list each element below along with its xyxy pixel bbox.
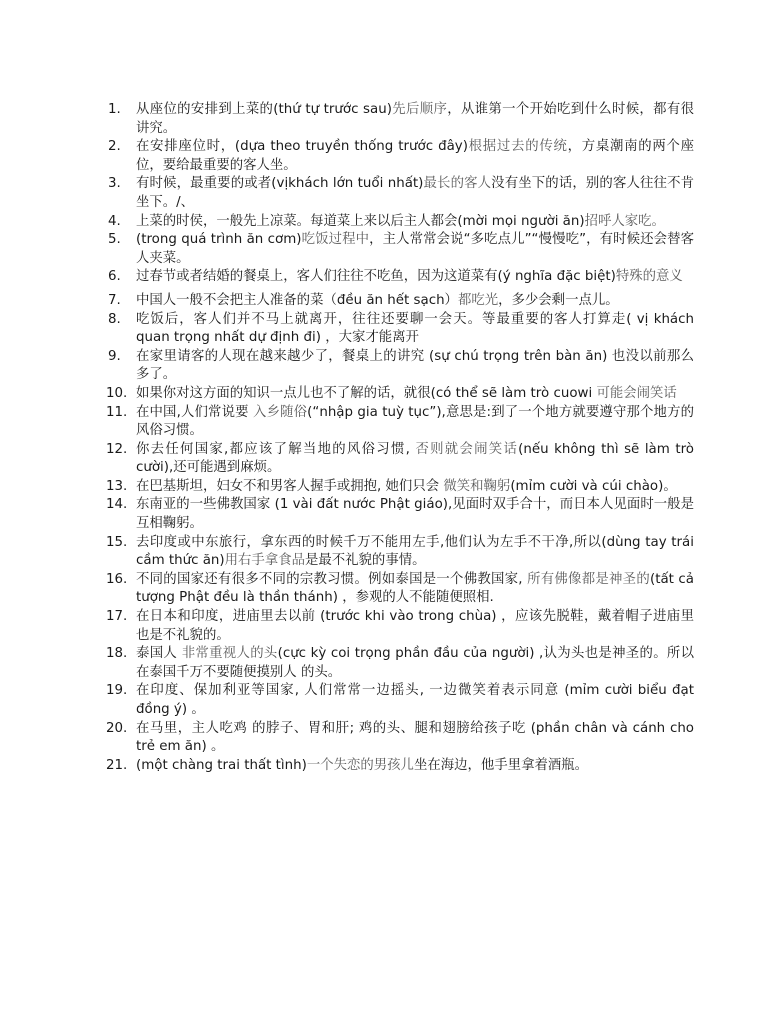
list-item (108, 348, 694, 385)
highlighted-phrase: 用右手拿食品 (224, 553, 305, 569)
item-text (136, 608, 694, 645)
item-number: 15. (106, 534, 128, 550)
text-segment: 你去任何国家,都应该了解当地的风俗习惯, (136, 441, 416, 457)
text-segment: ，方桌潮南的两个座位，要给最重要的客人坐。 (136, 139, 695, 173)
text-segment: (tất cả tượng Phật đều là thần thánh) ，参观的人不能随便照相. (136, 571, 695, 606)
item-text (136, 645, 694, 682)
highlighted-phrase: 入乡随俗 (253, 404, 308, 420)
list-item (108, 268, 694, 287)
item-number: 19. (106, 683, 128, 699)
item-number: 16. (106, 571, 128, 587)
text-segment: ，主人常常会说“多吃点儿”“慢慢吃”，有时候还会替客人夹菜。 (136, 232, 695, 266)
item-number: 2. (108, 139, 121, 155)
list-item (108, 441, 694, 478)
highlighted-phrase: 都吃光 (457, 292, 499, 308)
highlighted-phrase: 否则就会闹笑话 (415, 441, 519, 457)
item-text (136, 404, 694, 441)
text-segment: (mỉm cười và cúi chào)。 (510, 478, 677, 494)
item-number: 11. (106, 404, 128, 420)
text-segment: 有时候，最重要的或者(vịkhách lớn tuổi nhất) (136, 176, 424, 192)
text-segment: (cực kỳ coi trọng phần đầu của người) ,认为头也是神圣的。所以在泰国千万不要随便摸别人 的头。 (136, 646, 695, 680)
item-text (136, 478, 694, 497)
text-segment: 上菜的时侯，一般先上凉菜。每道菜上来以后主人都会(mời mọi người ăn) (136, 213, 585, 229)
text-segment: (nếu không thì sẽ làm trò cười),还可能遇到麻烦。 (136, 441, 695, 476)
text-segment: ，多少会剩一点儿。 (498, 292, 619, 308)
text-segment: 在印度、保加利亚等国家, 人们常常一边摇头, 一边微笑着表示同意 (mỉm cười biểu đạt đồng ý) 。 (136, 683, 694, 717)
text-segment: ，从谁第一个开始吃到什么时候，都有很讲究。 (136, 102, 695, 136)
list-item (108, 101, 694, 138)
item-text (136, 757, 694, 776)
item-text (136, 231, 694, 268)
list-item (108, 478, 694, 497)
text-segment: 在家里请客的人现在越来越少了，餐桌上的讲究 (sự chú trọng trên bàn ăn) 也没以前那么多了。 (136, 348, 694, 383)
item-number: 12. (106, 441, 128, 457)
highlighted-phrase: 微笑和鞠躬 (443, 478, 511, 494)
highlighted-phrase: 最长的客人 (423, 176, 492, 192)
text-segment: (trong quá trình ăn cơm) (136, 232, 302, 248)
highlighted-phrase: 可能会闹笑话 (596, 385, 677, 401)
text-segment: 吃饭后，客人们并不马上就离开，往往还要聊一会天。等最重要的客人打算走( vị khách quan trọng nhất dự định đi) ，大家才能离开 (136, 311, 694, 346)
highlighted-phrase: 非常重视人的头 (181, 646, 278, 662)
list-item (108, 571, 694, 608)
list-item (108, 404, 694, 441)
text-segment: 中国人一般不会把主人准备的菜（đều ăn hết sạch） (136, 292, 458, 308)
item-text (136, 720, 694, 757)
item-text (136, 571, 694, 608)
text-segment: 泰国人 (136, 646, 182, 662)
numbered-list (108, 101, 694, 775)
text-segment: 不同的国家还有很多不同的宗教习惯。例如泰国是一个佛教国家, (136, 571, 528, 587)
item-number: 5. (108, 232, 121, 248)
list-item (108, 608, 694, 645)
text-segment: 在安排座位时，(dựa theo truyền thống trước đây) (136, 139, 468, 155)
item-text (136, 441, 694, 478)
item-text (136, 138, 694, 175)
text-segment: 去印度或中东旅行，拿东西的时候千万不能用左手,他们认为左手不干净,所以(dùng tay trái cầm thức ăn) (136, 534, 694, 569)
item-number: 3. (108, 176, 121, 192)
list-item (108, 311, 694, 348)
text-segment: 在日本和印度，进庙里去以前 (trước khi vào trong chùa) ，应该先脱鞋，戴着帽子进庙里也是不礼貌的。 (136, 609, 694, 643)
highlighted-phrase: 一个失恋的男孩儿 (306, 757, 414, 773)
item-number: 18. (106, 646, 128, 662)
list-item (108, 213, 694, 232)
item-number: 4. (108, 213, 121, 229)
list-item (108, 175, 694, 212)
item-number: 1. (108, 102, 121, 117)
list-item (108, 138, 694, 175)
item-text (136, 213, 694, 232)
text-segment: 在马里，主人吃鸡 的脖子、胃和肝; 鸡的头、腿和翅膀给孩子吃 (phần chân và cánh cho trẻ em ăn) 。 (136, 720, 694, 755)
item-number: 20. (106, 720, 128, 736)
highlighted-phrase: 吃饭过程中 (301, 232, 370, 248)
item-text (136, 311, 694, 348)
highlighted-phrase: 特殊的意义 (615, 269, 683, 285)
highlighted-phrase: 根据过去的传统 (467, 139, 568, 155)
list-item (108, 231, 694, 268)
item-number: 21. (106, 757, 128, 773)
item-text (136, 268, 694, 287)
list-item (108, 720, 694, 757)
item-text (136, 175, 694, 212)
list-item (108, 292, 694, 311)
highlighted-phrase: 先后顺序 (391, 102, 448, 117)
item-text (136, 496, 694, 533)
item-number: 13. (106, 478, 128, 494)
list-item (108, 496, 694, 533)
text-segment: (“nhập gia tuỳ tục”),意思是:到了一个地方就要遵守那个地方的 风俗习惯。 (136, 404, 695, 439)
list-item (108, 385, 694, 404)
text-segment: 坐在海边，他手里拿着酒瓶。 (413, 757, 589, 773)
item-number: 9. (108, 348, 121, 364)
item-number: 8. (108, 311, 121, 327)
item-number: 14. (106, 497, 128, 513)
text-segment: 在中国,人们常说要 (136, 404, 254, 420)
item-number: 17. (106, 609, 128, 625)
text-segment: 是最不礼貌的事情。 (304, 553, 426, 569)
list-item (108, 757, 694, 776)
item-number: 6. (108, 269, 121, 285)
item-text (136, 385, 694, 404)
list-item (108, 534, 694, 571)
list-item (108, 645, 694, 682)
item-text (136, 348, 694, 385)
item-text (136, 534, 694, 571)
text-segment: 如果你对这方面的知识一点儿也不了解的话，就很(có thể sẽ làm trò cuowi (136, 385, 597, 401)
item-number: 7. (108, 292, 121, 308)
text-segment: 从座位的安排到上菜的(thứ tự trước sau) (136, 102, 392, 117)
text-segment: 过春节或者结婚的餐桌上，客人们往往不吃鱼，因为这道菜有(ý nghĩa đặc biệt) (136, 269, 616, 285)
item-text (136, 292, 694, 311)
text-segment: 没有坐下的话，别的客人往往不肯坐下。/、 (136, 176, 694, 210)
text-segment: (một chàng trai thất tình) (136, 757, 307, 773)
item-text (136, 682, 694, 719)
highlighted-phrase: 所有佛像都是神圣的 (527, 571, 650, 587)
item-number: 10. (106, 385, 128, 401)
text-segment: 在巴基斯坦，妇女不和男客人握手或拥抱, 她们只会 (136, 478, 444, 494)
list-item (108, 682, 694, 719)
text-segment: 东南亚的一些佛教国家 (1 vài đất nước Phật giáo),见面时双手合十，而日本人见面时一般是互相鞠躬。 (136, 497, 694, 532)
item-text (136, 101, 694, 138)
highlighted-phrase: 招呼人家吃。 (584, 213, 665, 229)
